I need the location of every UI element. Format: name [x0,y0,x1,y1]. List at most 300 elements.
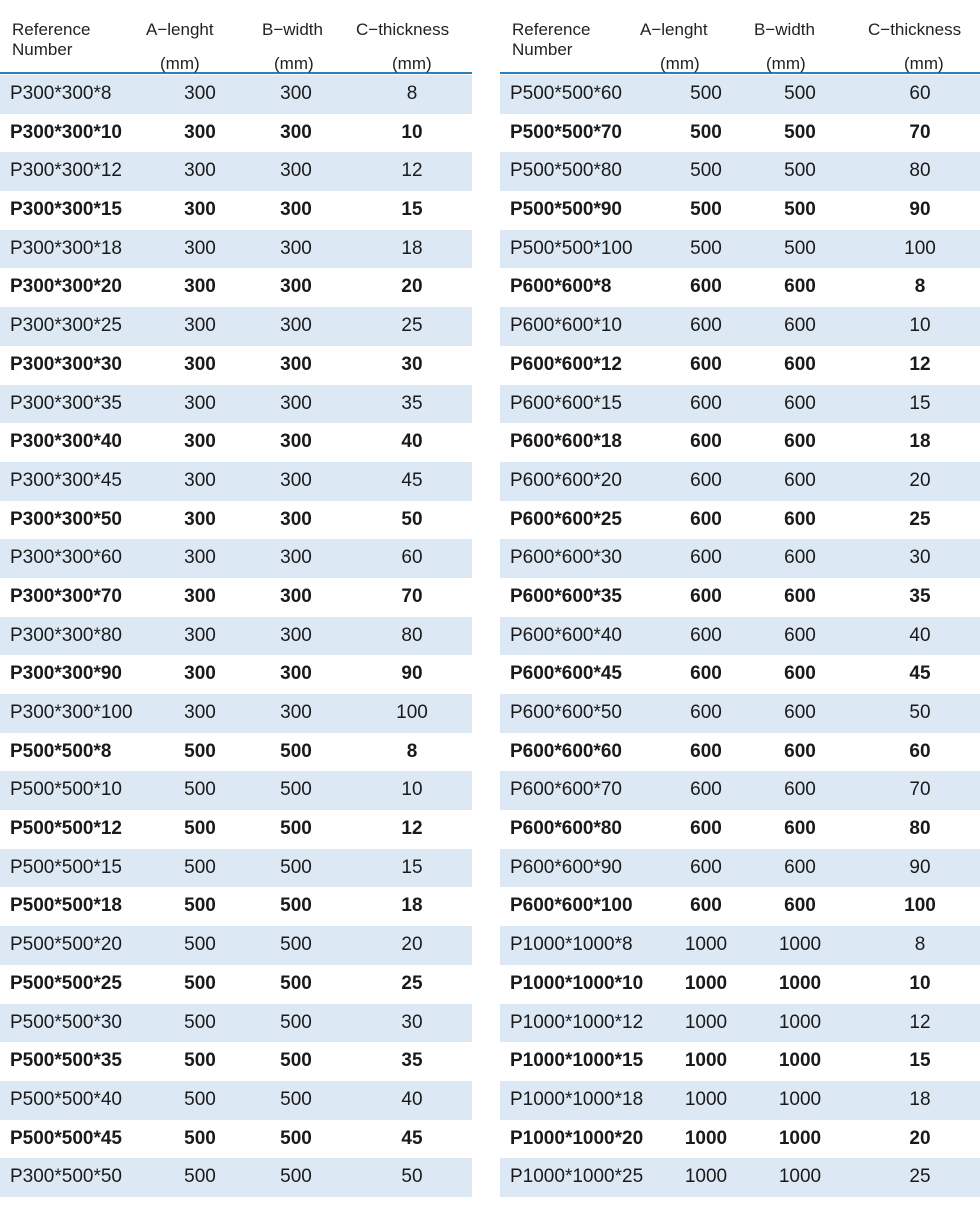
cell-a-length: 1000 [684,972,728,994]
table-header [500,0,980,74]
cell-a-length: 1000 [684,1011,728,1033]
cell-b-width: 300 [280,431,312,453]
cell-c-thickness: 45 [401,469,423,491]
cell-c-thickness: 20 [909,1127,931,1149]
cell-reference: P300*300*90 [10,663,122,685]
cell-b-width: 500 [784,121,816,143]
cell-a-length: 500 [690,83,722,104]
table-row [0,655,472,694]
table-row [500,810,980,849]
table-row [0,733,472,772]
cell-c-thickness: 12 [401,160,423,182]
cell-reference: P300*300*30 [10,353,122,375]
cell-reference: P300*300*10 [10,121,122,143]
cell-reference: P300*300*80 [10,624,122,646]
table-row [500,462,980,501]
table-row [500,771,980,810]
table-row [500,346,980,385]
cell-b-width: 600 [784,431,816,453]
cell-a-length: 600 [690,392,722,414]
cell-c-thickness: 60 [401,547,423,569]
header-c-thickness [868,20,961,74]
cell-a-length: 600 [690,740,722,762]
cell-a-length: 600 [690,663,722,685]
cell-b-width: 600 [784,315,816,337]
cell-c-thickness: 60 [909,83,931,104]
table-header [0,0,472,74]
cell-b-width: 300 [280,353,312,375]
table-row [0,849,472,888]
cell-c-thickness: 25 [909,1166,931,1188]
cell-reference: P600*600*70 [510,779,622,801]
cell-a-length: 500 [184,740,216,762]
table-row [0,268,472,307]
cell-c-thickness: 8 [406,83,418,104]
cell-c-thickness: 15 [909,392,931,414]
cell-a-length: 500 [184,818,216,840]
cell-a-length: 500 [184,856,216,878]
cell-b-width: 600 [784,585,816,607]
table-row [0,152,472,191]
cell-c-thickness: 70 [909,779,931,801]
cell-b-width: 600 [784,469,816,491]
header-c-thickness-line1: C−thickness [868,20,962,39]
table-row [0,578,472,617]
cell-a-length: 500 [184,934,216,956]
table-row [500,694,980,733]
table-row [0,694,472,733]
cell-reference: P300*300*100 [10,702,133,723]
cell-a-length: 300 [184,392,216,414]
header-b-width [754,20,815,74]
cell-c-thickness: 70 [909,121,931,143]
cell-b-width: 500 [280,934,312,956]
cell-b-width: 1000 [778,1011,822,1033]
cell-b-width: 500 [280,779,312,801]
cell-c-thickness: 15 [401,199,423,221]
cell-c-thickness: 90 [909,199,931,221]
cell-a-length: 600 [690,276,722,298]
cell-a-length: 300 [184,160,216,182]
cell-b-width: 600 [784,508,816,530]
cell-a-length: 300 [184,469,216,491]
cell-b-width: 300 [280,469,312,491]
cell-b-width: 500 [280,972,312,994]
cell-b-width: 300 [280,547,312,569]
cell-c-thickness: 8 [914,276,926,298]
table-row [0,1158,472,1197]
cell-a-length: 600 [690,353,722,375]
cell-b-width: 300 [280,237,312,259]
cell-c-thickness: 50 [909,702,931,723]
table-row [500,385,980,424]
cell-b-width: 600 [784,779,816,801]
cell-a-length: 600 [690,779,722,801]
cell-b-width: 1000 [778,972,822,994]
cell-reference: P1000*1000*18 [510,1088,644,1110]
cell-a-length: 300 [184,353,216,375]
table-row [0,501,472,540]
cell-reference: P600*600*8 [510,276,612,298]
cell-reference: P300*300*45 [10,469,122,491]
cell-reference: P500*500*40 [10,1088,122,1110]
cell-reference: P1000*1000*10 [510,972,644,994]
cell-reference: P300*300*8 [10,83,112,104]
cell-c-thickness: 35 [401,392,423,414]
table-row [0,926,472,965]
cell-a-length: 500 [184,779,216,801]
cell-b-width: 500 [280,856,312,878]
cell-a-length: 500 [690,160,722,182]
table-row [0,965,472,1004]
table-row [500,268,980,307]
cell-reference: P600*600*10 [510,315,622,337]
cell-reference: P500*500*30 [10,1011,122,1033]
cell-a-length: 500 [184,1050,216,1072]
cell-a-length: 600 [690,702,722,723]
cell-c-thickness: 30 [401,353,423,375]
cell-a-length: 300 [184,547,216,569]
cell-reference: P600*600*45 [510,663,622,685]
cell-reference: P600*600*18 [510,431,622,453]
cell-b-width: 1000 [778,1127,822,1149]
cell-a-length: 300 [184,702,216,723]
cell-c-thickness: 40 [909,624,931,646]
cell-reference: P500*500*8 [10,740,112,762]
spec-table-left [0,0,472,1188]
cell-reference: P600*600*100 [510,895,633,917]
cell-reference: P300*300*60 [10,547,122,569]
header-reference [12,20,90,60]
cell-a-length: 600 [690,895,722,917]
cell-c-thickness: 20 [909,469,931,491]
header-a-length-unit: (mm) [160,54,200,73]
cell-a-length: 500 [690,237,722,259]
cell-reference: P300*300*25 [10,315,122,337]
cell-reference: P500*500*70 [510,121,622,143]
cell-a-length: 1000 [684,1166,728,1188]
cell-a-length: 600 [690,315,722,337]
table-row [0,1004,472,1043]
header-a-length-line1: A−lenght [146,20,214,39]
cell-reference: P500*500*10 [10,779,122,801]
cell-b-width: 300 [280,702,312,723]
cell-b-width: 300 [280,121,312,143]
cell-c-thickness: 80 [909,818,931,840]
cell-c-thickness: 18 [401,237,423,259]
cell-reference: P500*500*20 [10,934,122,956]
table-row [0,307,472,346]
cell-reference: P300*300*20 [10,276,122,298]
header-a-length-line1: A−lenght [640,20,708,39]
cell-a-length: 300 [184,624,216,646]
table-row [0,1081,472,1120]
cell-b-width: 300 [280,392,312,414]
cell-a-length: 300 [184,83,216,104]
cell-b-width: 300 [280,199,312,221]
cell-a-length: 300 [184,663,216,685]
cell-a-length: 500 [184,895,216,917]
cell-a-length: 600 [690,624,722,646]
table-row [500,501,980,540]
table-row [500,578,980,617]
cell-b-width: 600 [784,856,816,878]
header-a-length [146,20,214,74]
table-row [500,114,980,153]
table-row [500,617,980,656]
table-row [500,733,980,772]
cell-reference: P600*600*30 [510,547,622,569]
cell-b-width: 600 [784,547,816,569]
cell-b-width: 600 [784,818,816,840]
cell-c-thickness: 45 [401,1127,423,1149]
table-row [0,771,472,810]
header-reference [512,20,590,60]
cell-b-width: 500 [784,199,816,221]
table-row [0,75,472,114]
cell-c-thickness: 25 [401,315,423,337]
cell-a-length: 600 [690,431,722,453]
cell-c-thickness: 18 [401,895,423,917]
table-row [500,307,980,346]
table-body-right [500,75,980,1197]
cell-b-width: 600 [784,392,816,414]
table-row [0,810,472,849]
cell-b-width: 300 [280,83,312,104]
cell-c-thickness: 90 [401,663,423,685]
cell-a-length: 300 [184,121,216,143]
cell-c-thickness: 12 [401,818,423,840]
cell-reference: P1000*1000*12 [510,1011,644,1033]
table-row [0,346,472,385]
cell-a-length: 500 [690,121,722,143]
cell-reference: P500*500*25 [10,972,122,994]
cell-c-thickness: 100 [396,702,428,723]
cell-b-width: 500 [280,818,312,840]
cell-b-width: 1000 [778,934,822,956]
table-row [0,1120,472,1159]
cell-b-width: 600 [784,276,816,298]
table-body-left [0,75,472,1197]
cell-reference: P600*600*15 [510,392,622,414]
cell-c-thickness: 100 [904,237,936,259]
header-reference-line2: Number [512,40,573,59]
header-b-width-unit: (mm) [766,54,806,73]
table-row [500,191,980,230]
cell-b-width: 500 [280,895,312,917]
cell-c-thickness: 70 [401,585,423,607]
cell-reference: P600*600*20 [510,469,622,491]
cell-c-thickness: 60 [909,740,931,762]
cell-reference: P300*300*70 [10,585,122,607]
cell-a-length: 600 [690,818,722,840]
cell-reference: P600*600*12 [510,353,622,375]
cell-a-length: 1000 [684,1088,728,1110]
cell-b-width: 500 [784,83,816,104]
cell-c-thickness: 40 [401,431,423,453]
header-c-thickness-unit: (mm) [392,54,432,73]
table-row [500,1158,980,1197]
cell-reference: P600*600*50 [510,702,622,723]
table-row [500,1120,980,1159]
cell-a-length: 500 [184,1127,216,1149]
header-reference-line2: Number [12,40,73,59]
cell-reference: P500*500*80 [510,160,622,182]
table-row [0,423,472,462]
table-row [500,655,980,694]
cell-reference: P500*500*90 [510,199,622,221]
table-row [500,75,980,114]
cell-b-width: 300 [280,585,312,607]
table-row [0,230,472,269]
cell-c-thickness: 15 [401,856,423,878]
table-row [500,230,980,269]
cell-c-thickness: 18 [909,431,931,453]
cell-a-length: 500 [690,199,722,221]
table-row [500,539,980,578]
cell-reference: P600*600*80 [510,818,622,840]
header-c-thickness-line1: C−thickness [356,20,450,39]
cell-a-length: 1000 [684,1127,728,1149]
header-reference-line1: Reference [12,20,91,39]
cell-a-length: 300 [184,237,216,259]
cell-a-length: 300 [184,585,216,607]
cell-a-length: 300 [184,431,216,453]
cell-a-length: 600 [690,469,722,491]
cell-reference: P1000*1000*25 [510,1166,644,1188]
cell-b-width: 600 [784,740,816,762]
cell-a-length: 500 [184,1166,216,1188]
table-row [0,617,472,656]
cell-reference: P300*300*12 [10,160,122,182]
cell-c-thickness: 15 [909,1050,931,1072]
cell-a-length: 1000 [684,934,728,956]
cell-c-thickness: 8 [914,934,926,956]
cell-reference: P500*500*100 [510,237,633,259]
header-b-width-unit: (mm) [274,54,314,73]
table-row [500,423,980,462]
cell-c-thickness: 10 [401,121,423,143]
header-b-width-line1: B−width [262,20,323,39]
header-b-width [262,20,323,74]
cell-a-length: 300 [184,315,216,337]
cell-reference: P500*500*60 [510,83,622,104]
cell-b-width: 500 [784,160,816,182]
cell-b-width: 300 [280,663,312,685]
cell-c-thickness: 20 [401,934,423,956]
header-reference-line1: Reference [512,20,591,39]
cell-reference: P300*300*18 [10,237,122,259]
table-row [0,114,472,153]
cell-c-thickness: 100 [904,895,936,917]
table-row [0,1042,472,1081]
cell-reference: P500*500*15 [10,856,122,878]
cell-c-thickness: 12 [909,1011,931,1033]
cell-c-thickness: 45 [909,663,931,685]
cell-b-width: 600 [784,353,816,375]
table-row [500,849,980,888]
cell-c-thickness: 35 [909,585,931,607]
cell-c-thickness: 50 [401,508,423,530]
header-c-thickness-unit: (mm) [904,54,944,73]
cell-b-width: 300 [280,508,312,530]
cell-b-width: 500 [280,1127,312,1149]
cell-b-width: 500 [280,1050,312,1072]
cell-b-width: 1000 [778,1088,822,1110]
cell-c-thickness: 12 [909,353,931,375]
cell-b-width: 600 [784,663,816,685]
cell-c-thickness: 80 [401,624,423,646]
cell-c-thickness: 10 [909,315,931,337]
cell-a-length: 500 [184,972,216,994]
cell-a-length: 600 [690,547,722,569]
cell-b-width: 600 [784,702,816,723]
cell-b-width: 1000 [778,1050,822,1072]
cell-c-thickness: 30 [909,547,931,569]
cell-reference: P500*500*12 [10,818,122,840]
cell-c-thickness: 10 [909,972,931,994]
cell-c-thickness: 30 [401,1011,423,1033]
header-a-length-unit: (mm) [660,54,700,73]
cell-c-thickness: 18 [909,1088,931,1110]
table-row [500,887,980,926]
cell-c-thickness: 25 [401,972,423,994]
cell-b-width: 300 [280,276,312,298]
spec-table-right [500,0,980,1188]
header-a-length [640,20,708,74]
table-row [0,887,472,926]
cell-b-width: 300 [280,160,312,182]
cell-reference: P500*500*45 [10,1127,122,1149]
cell-a-length: 300 [184,199,216,221]
table-row [0,539,472,578]
cell-reference: P1000*1000*20 [510,1127,644,1149]
cell-reference: P1000*1000*8 [510,934,633,956]
cell-reference: P300*300*50 [10,508,122,530]
cell-reference: P600*600*35 [510,585,622,607]
cell-c-thickness: 40 [401,1088,423,1110]
header-b-width-line1: B−width [754,20,815,39]
cell-b-width: 600 [784,624,816,646]
table-row [500,1042,980,1081]
cell-reference: P1000*1000*15 [510,1050,644,1072]
cell-reference: P500*500*18 [10,895,122,917]
cell-c-thickness: 20 [401,276,423,298]
cell-b-width: 1000 [778,1166,822,1188]
cell-c-thickness: 50 [401,1166,423,1188]
cell-b-width: 500 [280,740,312,762]
table-row [500,1081,980,1120]
cell-b-width: 500 [784,237,816,259]
table-row [500,152,980,191]
cell-a-length: 600 [690,856,722,878]
cell-c-thickness: 90 [909,856,931,878]
cell-b-width: 300 [280,315,312,337]
table-row [0,385,472,424]
cell-reference: P500*500*35 [10,1050,122,1072]
cell-reference: P300*300*35 [10,392,122,414]
cell-c-thickness: 25 [909,508,931,530]
cell-c-thickness: 80 [909,160,931,182]
cell-reference: P300*500*50 [10,1166,122,1188]
cell-a-length: 300 [184,508,216,530]
cell-reference: P300*300*40 [10,431,122,453]
cell-reference: P600*600*25 [510,508,622,530]
cell-c-thickness: 10 [401,779,423,801]
cell-reference: P600*600*40 [510,624,622,646]
cell-b-width: 500 [280,1088,312,1110]
cell-b-width: 600 [784,895,816,917]
